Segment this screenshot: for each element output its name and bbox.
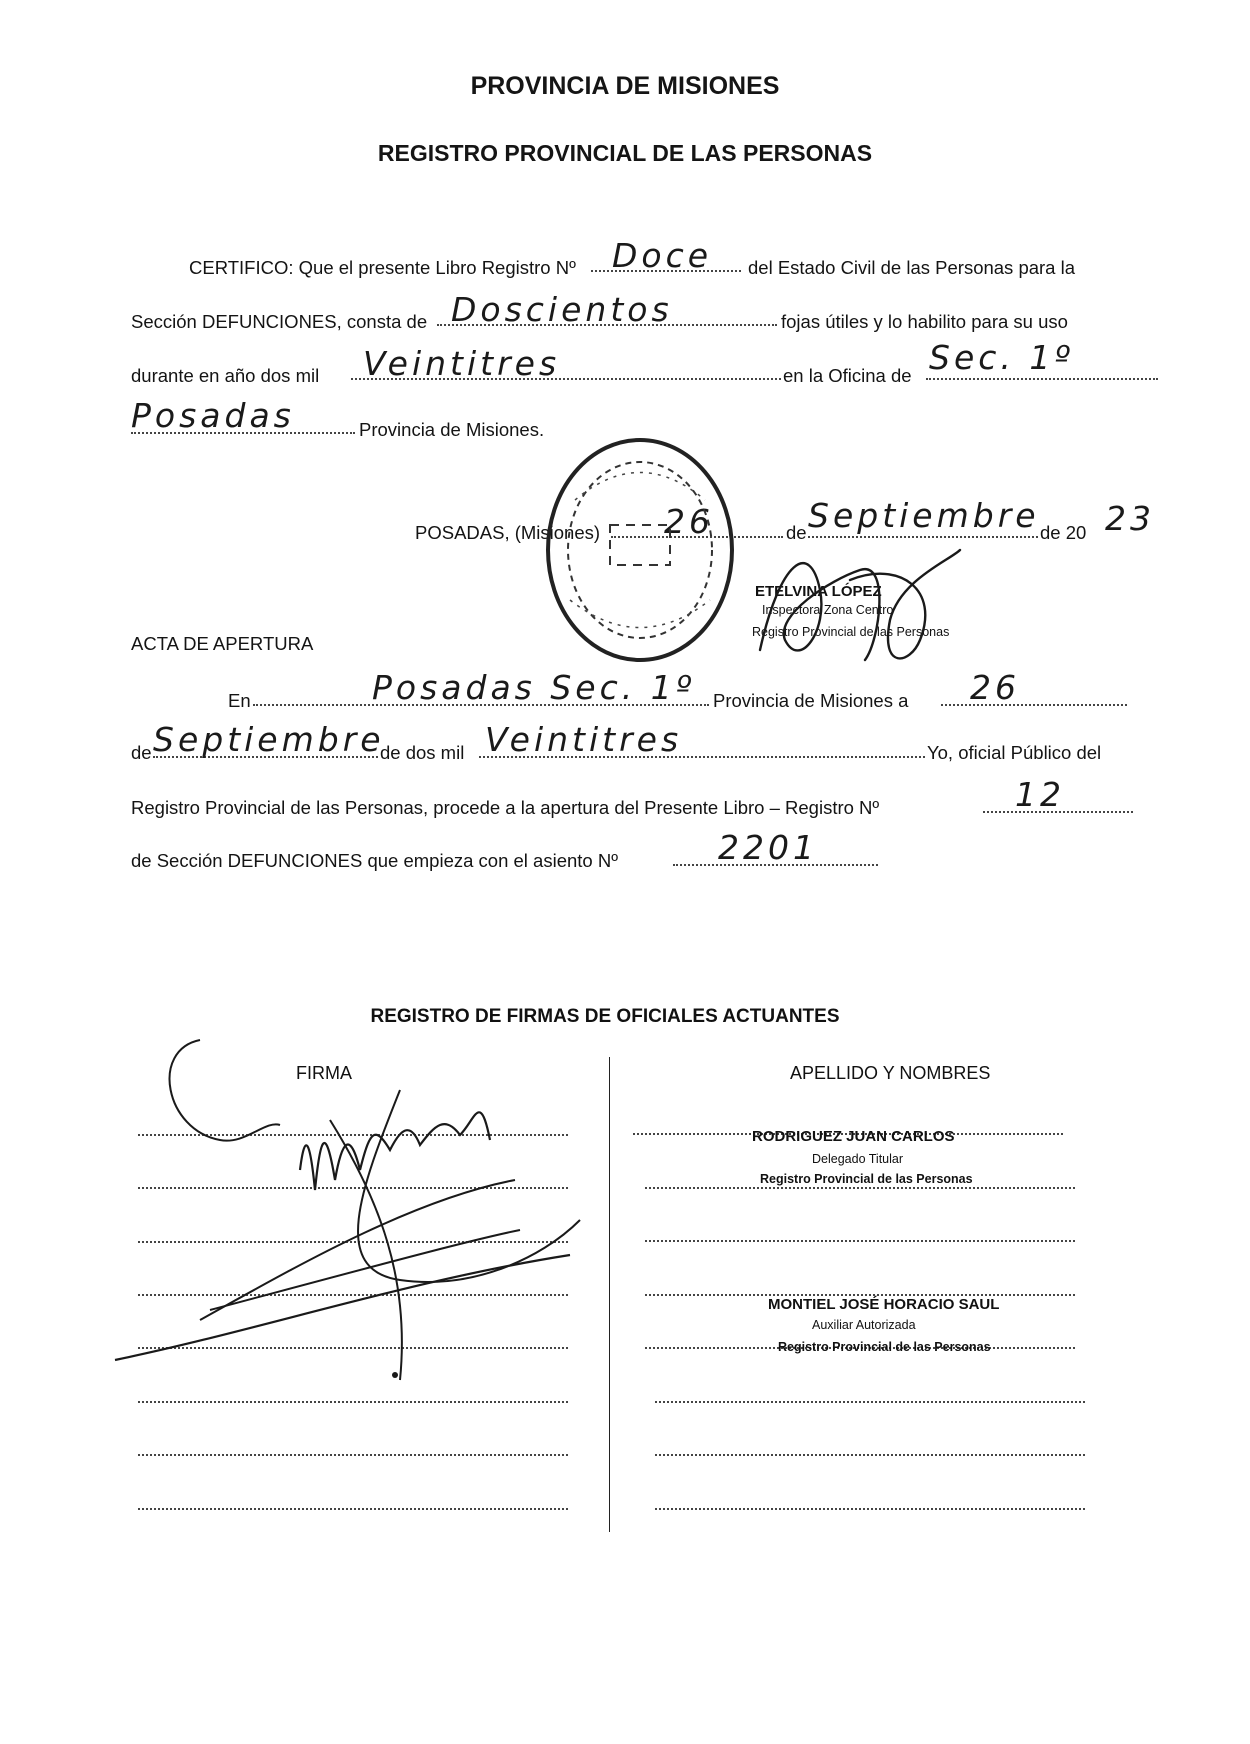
official2-role: Auxiliar Autorizada [812,1318,916,1332]
opening-place-hw: Posadas Sec. 1º [372,668,696,707]
cert-month-hw: Septiembre [808,496,1040,535]
cert-line2-label: Sección DEFUNCIONES, consta de [131,311,428,332]
inspector-role: Inspectora Zona Centro [762,603,894,617]
opening-registro-label: Registro Provincial de las Personas, procede a la apertura del Presente Libro – Registro Nº [131,797,880,818]
opening-prov-label: Provincia de Misiones a [713,690,909,711]
firma-line-6 [138,1401,568,1403]
cert-line4-rest: Provincia de Misiones. [359,419,545,440]
nombres-line-3 [645,1240,1075,1242]
signatures-title: REGISTRO DE FIRMAS DE OFICIALES ACTUANTES [370,1006,840,1027]
opening-yo-label: Yo, oficial Público del [927,742,1102,763]
opening-month-hw: Septiembre [153,720,385,759]
cert-year-digits-hw: 23 [1105,499,1155,538]
round-seal [540,430,740,670]
cert-city-hw: Posadas [131,396,295,435]
inspector-org: Registro Provincial de las Personas [752,625,950,639]
nombres-line-2 [645,1187,1075,1189]
official1-name: RODRIGUEZ JUAN CARLOS [752,1128,955,1145]
firma-line-7 [138,1454,568,1456]
nombres-line-6 [655,1401,1085,1403]
cert-year-hw: Veintitres [363,344,561,383]
page-subtitle: REGISTRO PROVINCIAL DE LAS PERSONAS [377,140,873,166]
column-divider [609,1057,610,1532]
opening-dosmil-label: de dos mil [380,742,465,763]
official2-org: Registro Provincial de las Personas [778,1340,991,1354]
opening-year-hw: Veintitres [485,720,683,759]
cert-line1-label: CERTIFICO: Que el presente Libro Registro Nº [189,257,576,278]
col-nombres-header: APELLIDO Y NOMBRES [790,1063,991,1083]
cert-office-hw: Sec. 1º [929,338,1074,377]
official-signature [110,1030,590,1400]
official1-role: Delegado Titular [812,1152,904,1166]
cert-office-field [926,378,1158,380]
cert-de-label: de [786,522,807,543]
opening-en-label: En [228,690,251,711]
firma-line-8 [138,1508,568,1510]
cert-line1-rest: del Estado Civil de las Personas para la [748,257,1076,278]
opening-de-label: de [131,742,152,763]
col-firma-header: FIRMA [296,1063,352,1083]
inspector-name: ETELVINA LÓPEZ [755,583,882,600]
cert-day-hw: 26 [664,502,714,541]
opening-entry-hw: 2201 [718,828,818,867]
official1-org: Registro Provincial de las Personas [760,1172,973,1186]
inspector-signature [740,520,970,680]
opening-day-hw: 26 [970,668,1020,707]
opening-book-hw: 12 [1015,775,1065,814]
nombres-line-8 [655,1508,1085,1510]
opening-seccion-label: de Sección DEFUNCIONES que empieza con el asiento Nº [131,850,618,871]
nombres-line-7 [655,1454,1085,1456]
cert-place-date-label: POSADAS, (Misiones) [415,522,601,543]
cert-pages-hw: Doscientos [451,290,673,329]
cert-book-number-hw: Doce [612,236,713,275]
cert-year-label: de 20 [1040,522,1087,543]
page-title: PROVINCIA DE MISIONES [470,72,780,100]
cert-line3-rest: en la Oficina de [783,365,912,386]
official2-name: MONTIEL JOSÉ HORACIO SAUL [768,1296,1000,1313]
opening-day-field [941,704,1127,706]
cert-line3-label: durante en año dos mil [131,365,320,386]
opening-title: ACTA DE APERTURA [131,633,314,654]
cert-line2-rest: fojas útiles y lo habilito para su uso [781,311,1068,332]
